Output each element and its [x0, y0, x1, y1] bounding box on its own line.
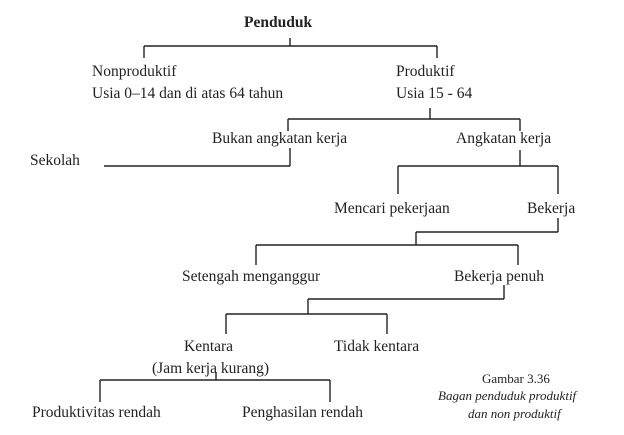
figure-number: Gambar 3.36 [482, 371, 550, 386]
node-bekerja: Bekerja [527, 200, 576, 217]
node-jam-kerja-kurang: (Jam kerja kurang) [152, 360, 270, 377]
figure-caption-line1: Bagan penduduk produktif [438, 388, 577, 403]
node-angkatan-kerja: Angkatan kerja [456, 130, 552, 147]
figure-caption-line2: dan non produktif [468, 406, 561, 421]
node-nonproduktif-detail: Usia 0–14 dan di atas 64 tahun [92, 85, 284, 102]
node-sekolah: Sekolah [30, 152, 80, 169]
node-bekerja-penuh: Bekerja penuh [454, 268, 544, 285]
node-nonproduktif: Nonproduktif [92, 63, 177, 80]
node-produktif: Produktif [396, 63, 455, 80]
node-tidak-kentara: Tidak kentara [334, 338, 420, 355]
node-produktif-detail: Usia 15 - 64 [396, 85, 473, 102]
node-produktivitas-rendah: Produktivitas rendah [32, 404, 161, 421]
node-setengah-menganggur: Setengah menganggur [182, 268, 321, 285]
node-bukan-angkatan-kerja: Bukan angkatan kerja [212, 130, 348, 147]
node-mencari-pekerjaan: Mencari pekerjaan [334, 200, 450, 217]
node-penduduk: Penduduk [244, 14, 313, 31]
node-penghasilan-rendah: Penghasilan rendah [242, 404, 363, 421]
node-kentara: Kentara [184, 338, 234, 355]
